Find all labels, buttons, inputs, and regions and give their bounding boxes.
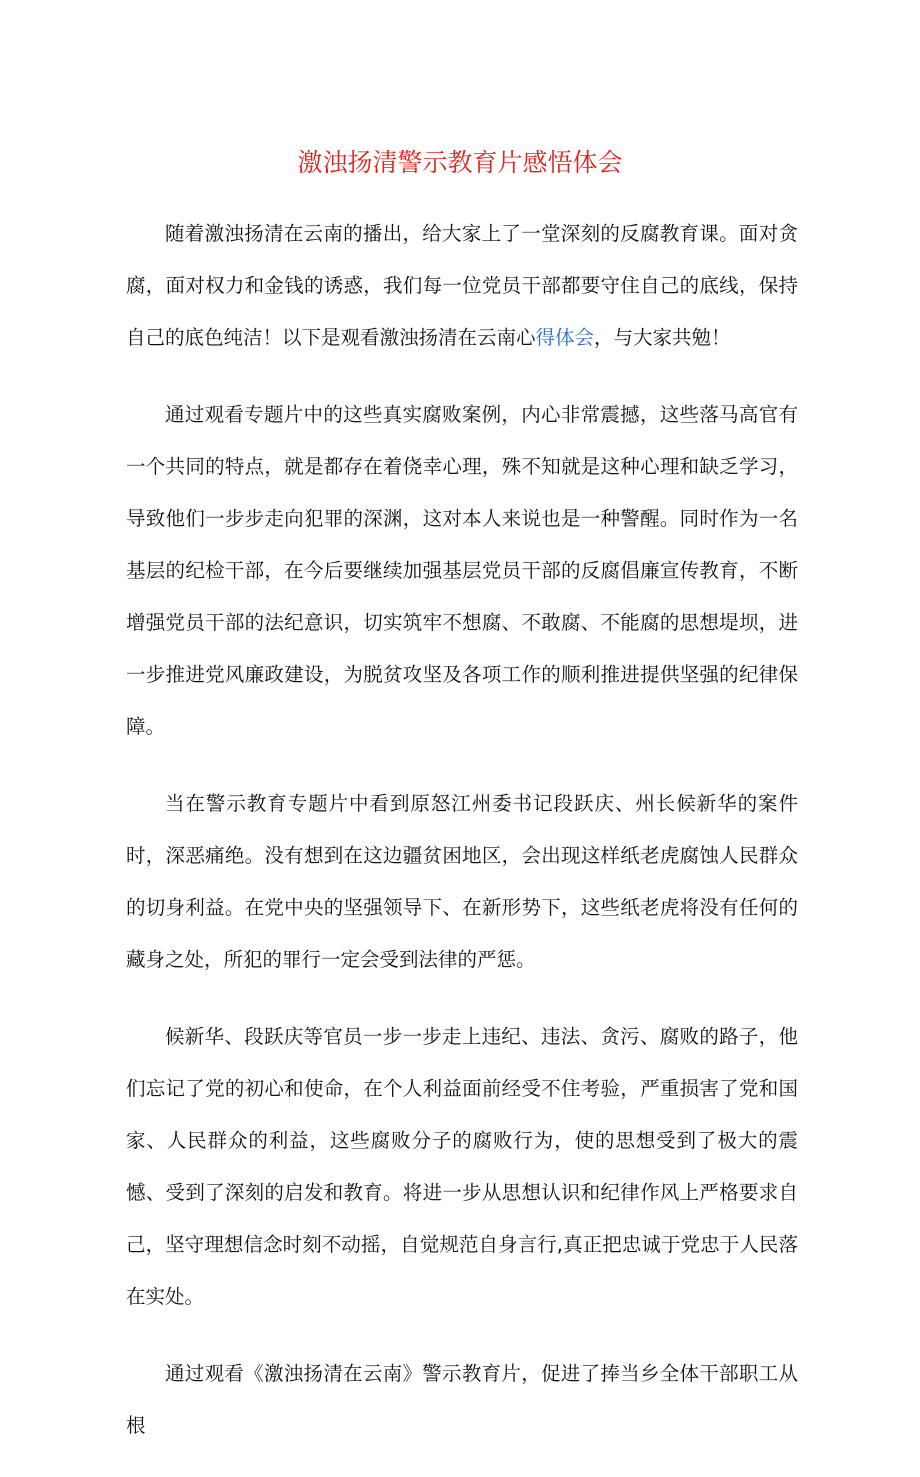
document-title: 激浊扬清警示教育片感悟体会 [297,148,623,177]
document-body [126,208,798,1477]
paragraph-4: 通过观看《激浊扬清在云南》警示教育片，促进了捧当乡全体干部职工从根 [126,1362,798,1437]
intro-text-after: ，与大家共勉！ [594,326,731,349]
intro-paragraph [126,208,798,364]
intro-link[interactable]: 得体会 [535,326,595,349]
paragraph-2: 当在警示教育专题片中看到原怒江州委书记段跃庆、州长候新华的案件时，深恶痛绝。没有想到在这边疆贫困地区，会出现这样纸老虎腐蚀人民群众的切身利益。在党中央的坚强领导下、在新形势下，这些纸老虎将没有任何的藏身之处，所犯的罪行一定会受到法律的严惩。 [126,792,798,971]
intro-text-before: 随着激浊扬清在云南的播出，给大家上了一堂深刻的反腐教育课。面对贪腐，面对权力和金钱的诱惑，我们每一位党员干部都要守住自己的底线，保持自己的底色纯洁！以下是观看激浊扬清在云南心 [126,222,798,349]
paragraph-3: 候新华、段跃庆等官员一步一步走上违纪、违法、贪污、腐败的路子，他们忘记了党的初心和使命，在个人利益面前经受不住考验，严重损害了党和国家、人民群众的利益，这些腐败分子的腐败行为，使的思想受到了极大的震憾、受到了深刻的启发和教育。将进一步从思想认识和纪律作风上严格要求自己，坚守理想信念时刻不动摇，自觉规范自身言行,真正把忠诚于党忠于人民落在实处。 [126,1025,798,1308]
paragraph-1: 通过观看专题片中的这些真实腐败案例，内心非常震撼，这些落马高官有一个共同的特点，就是都存在着侥幸心理，殊不知就是这种心理和缺乏学习，导致他们一步步走向犯罪的深渊，这对本人来说也是一种警醒。同时作为一名基层的纪检干部，在今后要继续加强基层党员干部的反腐倡廉宣传教育，不断增强党员干部的法纪意识，切实筑牢不想腐、不敢腐、不能腐的思想堤坝，进一步推进党风廉政建设，为脱贫攻坚及各项工作的顺利推进提供坚强的纪律保障。 [126,403,798,738]
